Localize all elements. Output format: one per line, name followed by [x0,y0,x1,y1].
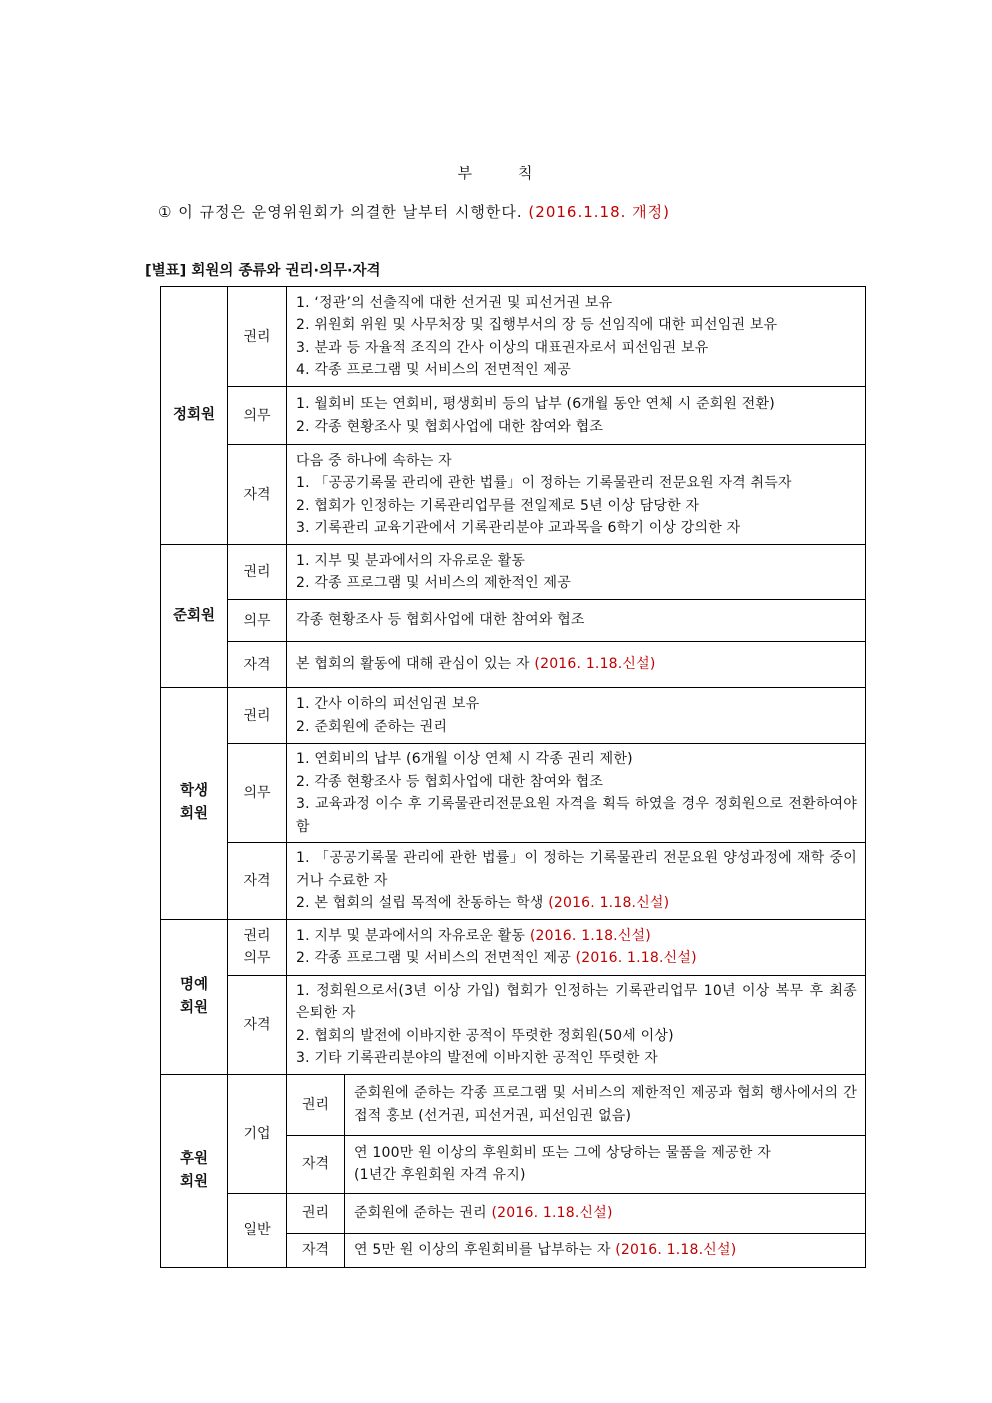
subcategory-rights: 권리 [228,688,287,744]
list-item: 1. ‘정관’의 선출직에 대한 선거권 및 피선거권 보유 [296,294,613,311]
category-label-line: 회원 [179,1173,208,1190]
regular-rights-cell [287,287,866,387]
list-item: 1. 월회비 또는 연회비, 평생회비 등의 납부 (6개월 동안 연체 시 준회원 전환) [296,396,775,412]
amendment-note: (2016. 1.18.신설) [548,895,670,911]
student-rights-cell [287,688,866,744]
category-label-line: 회원 [179,806,208,823]
list-item: 3. 기타 기록관리분야의 발전에 이바지한 공적인 뚜렷한 자 [296,1050,658,1066]
category-student [161,688,228,920]
subcategory-duties: 의무 [228,387,287,445]
addendum-title-char-2: 칙 [518,164,535,182]
associate-qual-text: 본 협회의 활동에 대해 관심이 있는 자 [296,656,530,673]
list-item: 3. 기록관리 교육기관에서 기록관리분야 교과목을 6학기 이상 강의한 자 [296,520,741,536]
membership-table [160,286,866,1268]
table-row [161,387,866,445]
list-item: 2. 각종 현황조사 및 협회사업에 대한 참여와 협조 [296,418,604,435]
associate-qual-cell [287,642,866,688]
amendment-note: (2016. 1.18.신설) [615,1241,737,1258]
amendment-note: (2016. 1.18.신설) [491,1204,613,1221]
subcategory-label-line: 권리 [243,928,271,944]
annex-title: [별표] 회원의 종류와 권리·의무·자격 [145,263,381,279]
list-item: 4. 각종 프로그램 및 서비스의 전면적인 제공 [296,362,571,378]
sponsor-corp-rights-cell: 준회원에 준하는 각종 프로그램 및 서비스의 제한적인 제공과 협회 행사에서의 간접적 홍보 (선거권, 피선거권, 피선임권 없음) [345,1074,866,1135]
list-item [296,892,857,915]
list-item: 1. 「공공기록물 관리에 관한 법률」이 정하는 기록물관리 전문요원 양성과정에 재학 중이거나 수료한 자 [296,850,857,889]
regular-qual-cell [287,445,866,545]
list-item: 2. 각종 프로그램 및 서비스의 제한적인 제공 [296,575,571,591]
category-sponsor [161,1074,228,1267]
table-row [161,919,866,975]
subcategory-rights: 권리 [228,287,287,387]
rule-1-text: ① 이 규정은 운영위원회가 의결한 날부터 시행한다. [158,203,523,221]
amendment-note: (2016. 1.18.신설) [534,656,656,673]
list-item: 1. 간사 이하의 피선임권 보유 [296,696,480,712]
cell-text: 연 5만 원 이상의 후원회비를 납부하는 자 [354,1241,611,1258]
amendment-note: (2016. 1.18.신설) [529,927,651,944]
list-item-text: 2. 본 협회의 설립 목적에 찬동하는 학생 [296,895,544,911]
cell-text: 준회원에 준하는 권리 [354,1204,487,1221]
subcategory-general: 일반 [228,1193,287,1267]
subcategory-rights-duties [228,919,287,975]
associate-duties-cell: 각종 현황조사 등 협회사업에 대한 참여와 협조 [287,600,866,642]
category-label-line: 후원 [179,1150,208,1167]
category-label-line: 명예 [179,976,208,993]
sponsor-gen-rights-cell [345,1193,866,1233]
amendment-note: (2016. 1.18.신설) [575,950,697,966]
category-regular: 정회원 [161,287,228,545]
list-item-text: 1. 지부 및 분과에서의 자유로운 활동 [296,927,526,944]
addendum-rule-1 [158,201,670,222]
regular-duties-cell [287,387,866,445]
table-row [161,445,866,545]
list-item: 1. 「공공기록물 관리에 관한 법률」이 정하는 기록물관리 전문요원 자격 취득자 [296,475,792,491]
subcategory-rights: 권리 [287,1193,345,1233]
list-item [296,947,857,970]
rule-1-amendment-note: (2016.1.18. 개정) [528,203,670,221]
table-row [161,287,866,387]
table-row [161,1193,866,1233]
list-item: 2. 협회의 발전에 이바지한 공적이 뚜렷한 정회원(50세 이상) [296,1027,674,1044]
table-row [161,744,866,843]
table-row [161,688,866,744]
list-item: 1. 연회비의 납부 (6개월 이상 연체 시 각종 권리 제한) [296,751,633,767]
sponsor-gen-qual-cell [345,1233,866,1267]
table-row [161,545,866,600]
table-row [161,843,866,920]
subcategory-qualifications: 자격 [287,1233,345,1267]
addendum-title-char-1: 부 [457,164,474,182]
addendum-title [0,162,992,183]
list-item: 1. 정회원으로서(3년 이상 가입) 협회가 인정하는 기록관리업무 10년 이상 복무 후 최종 은퇴한 자 [296,982,857,1021]
subcategory-rights: 권리 [228,545,287,600]
category-label-line: 학생 [179,783,208,800]
category-honorary [161,919,228,1074]
table-row [161,975,866,1074]
subcategory-qualifications: 자격 [287,1135,345,1193]
subcategory-qualifications: 자격 [228,843,287,920]
subcategory-qualifications: 자격 [228,445,287,545]
list-item: 2. 준회원에 준하는 권리 [296,718,448,735]
subcategory-qualifications: 자격 [228,975,287,1074]
honorary-rights-duties-cell [287,919,866,975]
sponsor-corp-qual-cell [345,1135,866,1193]
list-item: 2. 협회가 인정하는 기록관리업무를 전일제로 5년 이상 담당한 자 [296,497,700,514]
honorary-qual-cell [287,975,866,1074]
list-item: 연 100만 원 이상의 후원회비 또는 그에 상당하는 물품을 제공한 자 [354,1144,771,1161]
list-item-text: 2. 각종 프로그램 및 서비스의 전면적인 제공 [296,950,571,966]
table-row [161,600,866,642]
associate-rights-cell [287,545,866,600]
subcategory-duties: 의무 [228,600,287,642]
subcategory-qualifications: 자격 [228,642,287,688]
list-item: 2. 각종 현황조사 등 협회사업에 대한 참여와 협조 [296,773,604,790]
subcategory-rights: 권리 [287,1074,345,1135]
list-item: 다음 중 하나에 속하는 자 [296,452,452,469]
table-row [161,1074,866,1135]
subcategory-corporate: 기업 [228,1074,287,1193]
category-label-line: 회원 [179,999,208,1016]
list-item: 1. 지부 및 분과에서의 자유로운 활동 [296,552,526,569]
table-row [161,642,866,688]
student-qual-cell [287,843,866,920]
list-item: 2. 위원회 위원 및 사무처장 및 집행부서의 장 등 선임직에 대한 피선임권 보유 [296,317,778,333]
student-duties-cell [287,744,866,843]
subcategory-label-line: 의무 [243,950,271,966]
list-item: 3. 교육과정 이수 후 기록물관리전문요원 자격을 획득 하였을 경우 정회원으로 전환하여야 함 [296,796,857,835]
subcategory-duties: 의무 [228,744,287,843]
list-item [296,925,857,948]
list-item: (1년간 후원회원 자격 유지) [354,1167,526,1183]
category-associate: 준회원 [161,545,228,688]
list-item: 3. 분과 등 자율적 조직의 간사 이상의 대표권자로서 피선임권 보유 [296,339,709,356]
